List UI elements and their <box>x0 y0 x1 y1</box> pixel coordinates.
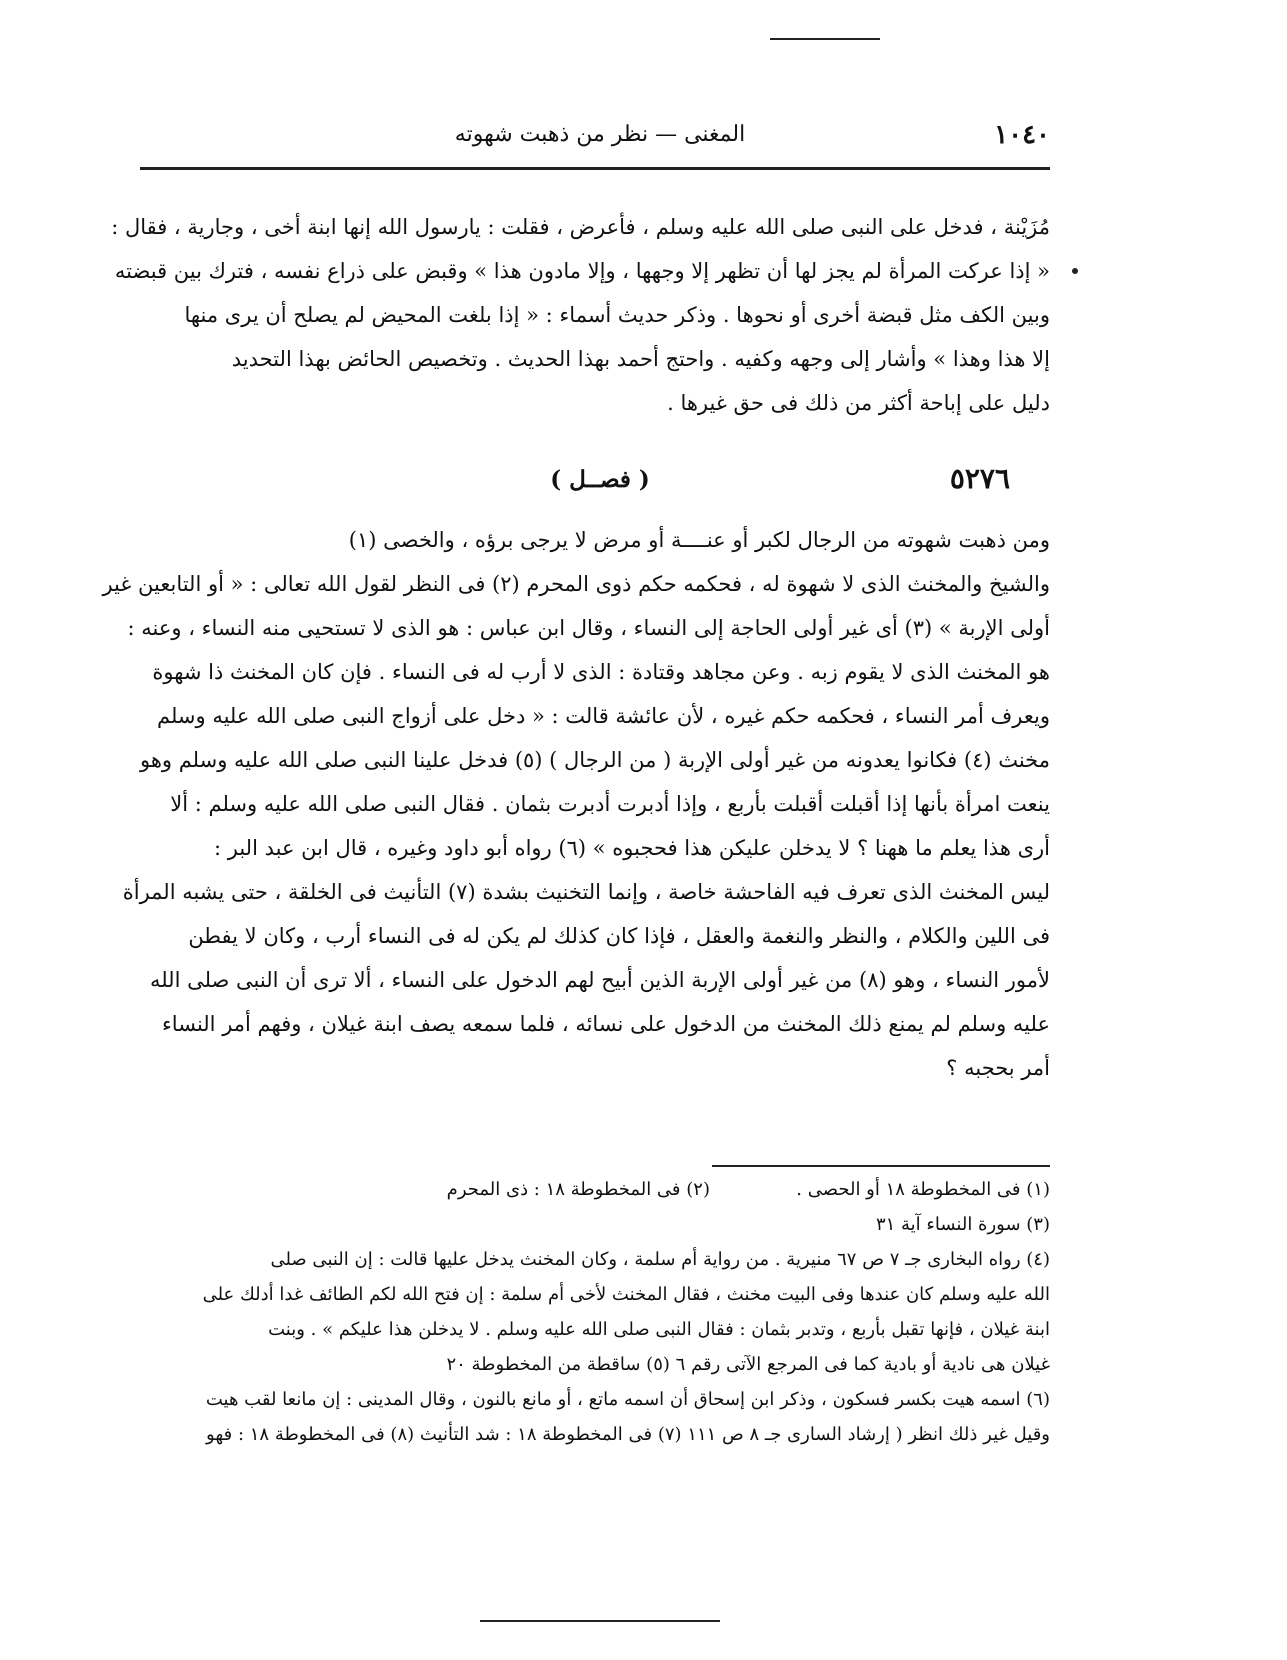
text-line: ينعت امرأة بأنها إذا أقبلت أقبلت بأربع ، وإذا أدبرت أدبرت بثمان . فقال النبى صلى الله عليه وسلم : ألا <box>170 792 1050 816</box>
footnote-6-line: (٦) اسمه هيت بكسر فسكون ، وذكر ابن إسحاق أن اسمه ماتع ، أو مانع بالنون ، وقال المدينى : إن مانعا لقب هيت <box>205 1389 1050 1410</box>
text-line: وبين الكف مثل قبضة أخرى أو نحوها . وذكر حديث أسماء : « إذا بلغت المحيض لم يصلح أن يرى منها <box>184 303 1050 327</box>
running-title: المغنى — نظر من ذهبت شهوته <box>454 122 746 147</box>
top-decorative-rule <box>770 38 880 40</box>
section-title: ( فصــل ) <box>550 466 650 493</box>
text-line: ليس المخنث الذى تعرف فيه الفاحشة خاصة ، وإنما التخنيث بشدة (٧) التأنيث فى الخلقة ، حتى يشبه المرأة <box>122 880 1050 904</box>
text-line: ومن ذهبت شهوته من الرجال لكبر أو عنــــة أو مرض لا يرجى برؤه ، والخصى (١) <box>348 528 1050 552</box>
text-line: مُزَيْنة ، فدخل على النبى صلى الله عليه وسلم ، فأعرض ، فقلت : يارسول الله إنها ابنة أخى ، وجارية ، فقال : <box>111 215 1050 239</box>
bottom-decorative-rule <box>480 1620 720 1622</box>
text-line: عليه وسلم لم يمنع ذلك المخنث من الدخول على نسائه ، فلما سمعه يصف ابنة غيلان ، وفهم أمر النساء <box>161 1012 1050 1036</box>
footnote-separator <box>712 1165 1050 1167</box>
text-line: والشيخ والمخنث الذى لا شهوة له ، فحكمه حكم ذوى المحرم (٢) فى النظر لقول الله تعالى : « أو التابعين غير <box>102 572 1050 596</box>
text-line: ويعرف أمر النساء ، فحكمه حكم غيره ، لأن عائشة قالت : « دخل على أزواج النبى صلى الله عليه وسلم <box>157 704 1050 728</box>
footnote-1: (١) فى المخطوطة ١٨ أو الحصى . <box>796 1179 1050 1200</box>
text-line: أولى الإربة » (٣) أى غير أولى الحاجة إلى النساء ، وقال ابن عباس : هو الذى لا تستحيى منه النساء ، وعنه : <box>127 616 1050 640</box>
text-line: إلا هذا وهذا » وأشار إلى وجهه وكفيه . واحتج أحمد بهذا الحديث . وتخصيص الحائض بهذا التحديد <box>231 347 1050 371</box>
text-line: أمر بحجبه ؟ <box>946 1056 1050 1080</box>
footnotes <box>150 1172 1050 1452</box>
section-number: ٥٢٧٦ <box>949 462 1010 495</box>
footnote-4-line: الله عليه وسلم كان عندها وفى البيت مخنث ، فقال المخنث لأخى أم سلمة : إن فتح الله لكم الطائف غدا أدلك على <box>202 1284 1050 1305</box>
text-line: مخنث (٤) فكانوا يعدونه من غير أولى الإربة ( من الرجال ) (٥) فدخل علينا النبى صلى الله عليه وسلم وهو <box>139 748 1050 772</box>
text-line: أرى هذا يعلم ما ههنا ؟ لا يدخلن عليكن هذا فحجبوه » (٦) رواه أبو داود وغيره ، قال ابن عبد البر : <box>214 836 1050 860</box>
section-heading <box>150 462 1050 506</box>
text-line: لأمور النساء ، وهو (٨) من غير أولى الإربة الذين أبيح لهم الدخول على النساء ، ألا ترى أن النبى صلى الله <box>149 968 1050 992</box>
text-line: هو المخنث الذى لا يقوم زبه . وعن مجاهد وقتادة : الذى لا أرب له فى النساء . فإن كان المخنث ذا شهوة <box>152 660 1050 684</box>
footnote-2: (٢) فى المخطوطة ١٨ : ذى المحرم <box>446 1179 710 1200</box>
page-number: ١٠٤٠ <box>994 120 1050 150</box>
footnote-3: (٣) سورة النساء آية ٣١ <box>875 1214 1050 1235</box>
footnote-4-line: (٤) رواه البخارى جـ ٧ ص ٦٧ منيرية . من رواية أم سلمة ، وكان المخنث يدخل عليها قالت : إن النبى صلى <box>270 1249 1050 1270</box>
text-line: دليل على إباحة أكثر من ذلك فى حق غيرها . <box>667 391 1050 415</box>
text-line: فى اللين والكلام ، والنظر والنغمة والعقل ، فإذا كان كذلك لم يكن له فى النساء أرب ، وكان لا يفطن <box>188 924 1050 948</box>
margin-mark <box>1072 268 1078 274</box>
footnote-4-line: غيلان هى نادية أو بادية كما فى المرجع الآتى رقم ٦ (٥) ساقطة من المخطوطة ٢٠ <box>446 1354 1050 1375</box>
paragraph-1 <box>111 205 1050 425</box>
footnote-4-line: ابنة غيلان ، فإنها تقبل بأربع ، وتدبر بثمان : فقال النبى صلى الله عليه وسلم . لا يدخلن هذا عليكم » . وبنت <box>268 1319 1050 1340</box>
header-rule <box>140 167 1050 170</box>
text-line: « إذا عركت المرأة لم يجز لها أن تظهر إلا وجهها ، وإلا مادون هذا » وقبض على ذراع نفسه ، فترك بين قبضته <box>114 259 1050 283</box>
page-header <box>150 120 1050 160</box>
footnote-row <box>150 1172 1050 1207</box>
footnote-6-line: وقيل غير ذلك انظر ( إرشاد السارى جـ ٨ ص ١١١ (٧) فى المخطوطة ١٨ : شد التأنيث (٨) فى المخطوطة ١٨ : فهو <box>206 1424 1050 1445</box>
paragraph-2 <box>102 518 1050 1090</box>
